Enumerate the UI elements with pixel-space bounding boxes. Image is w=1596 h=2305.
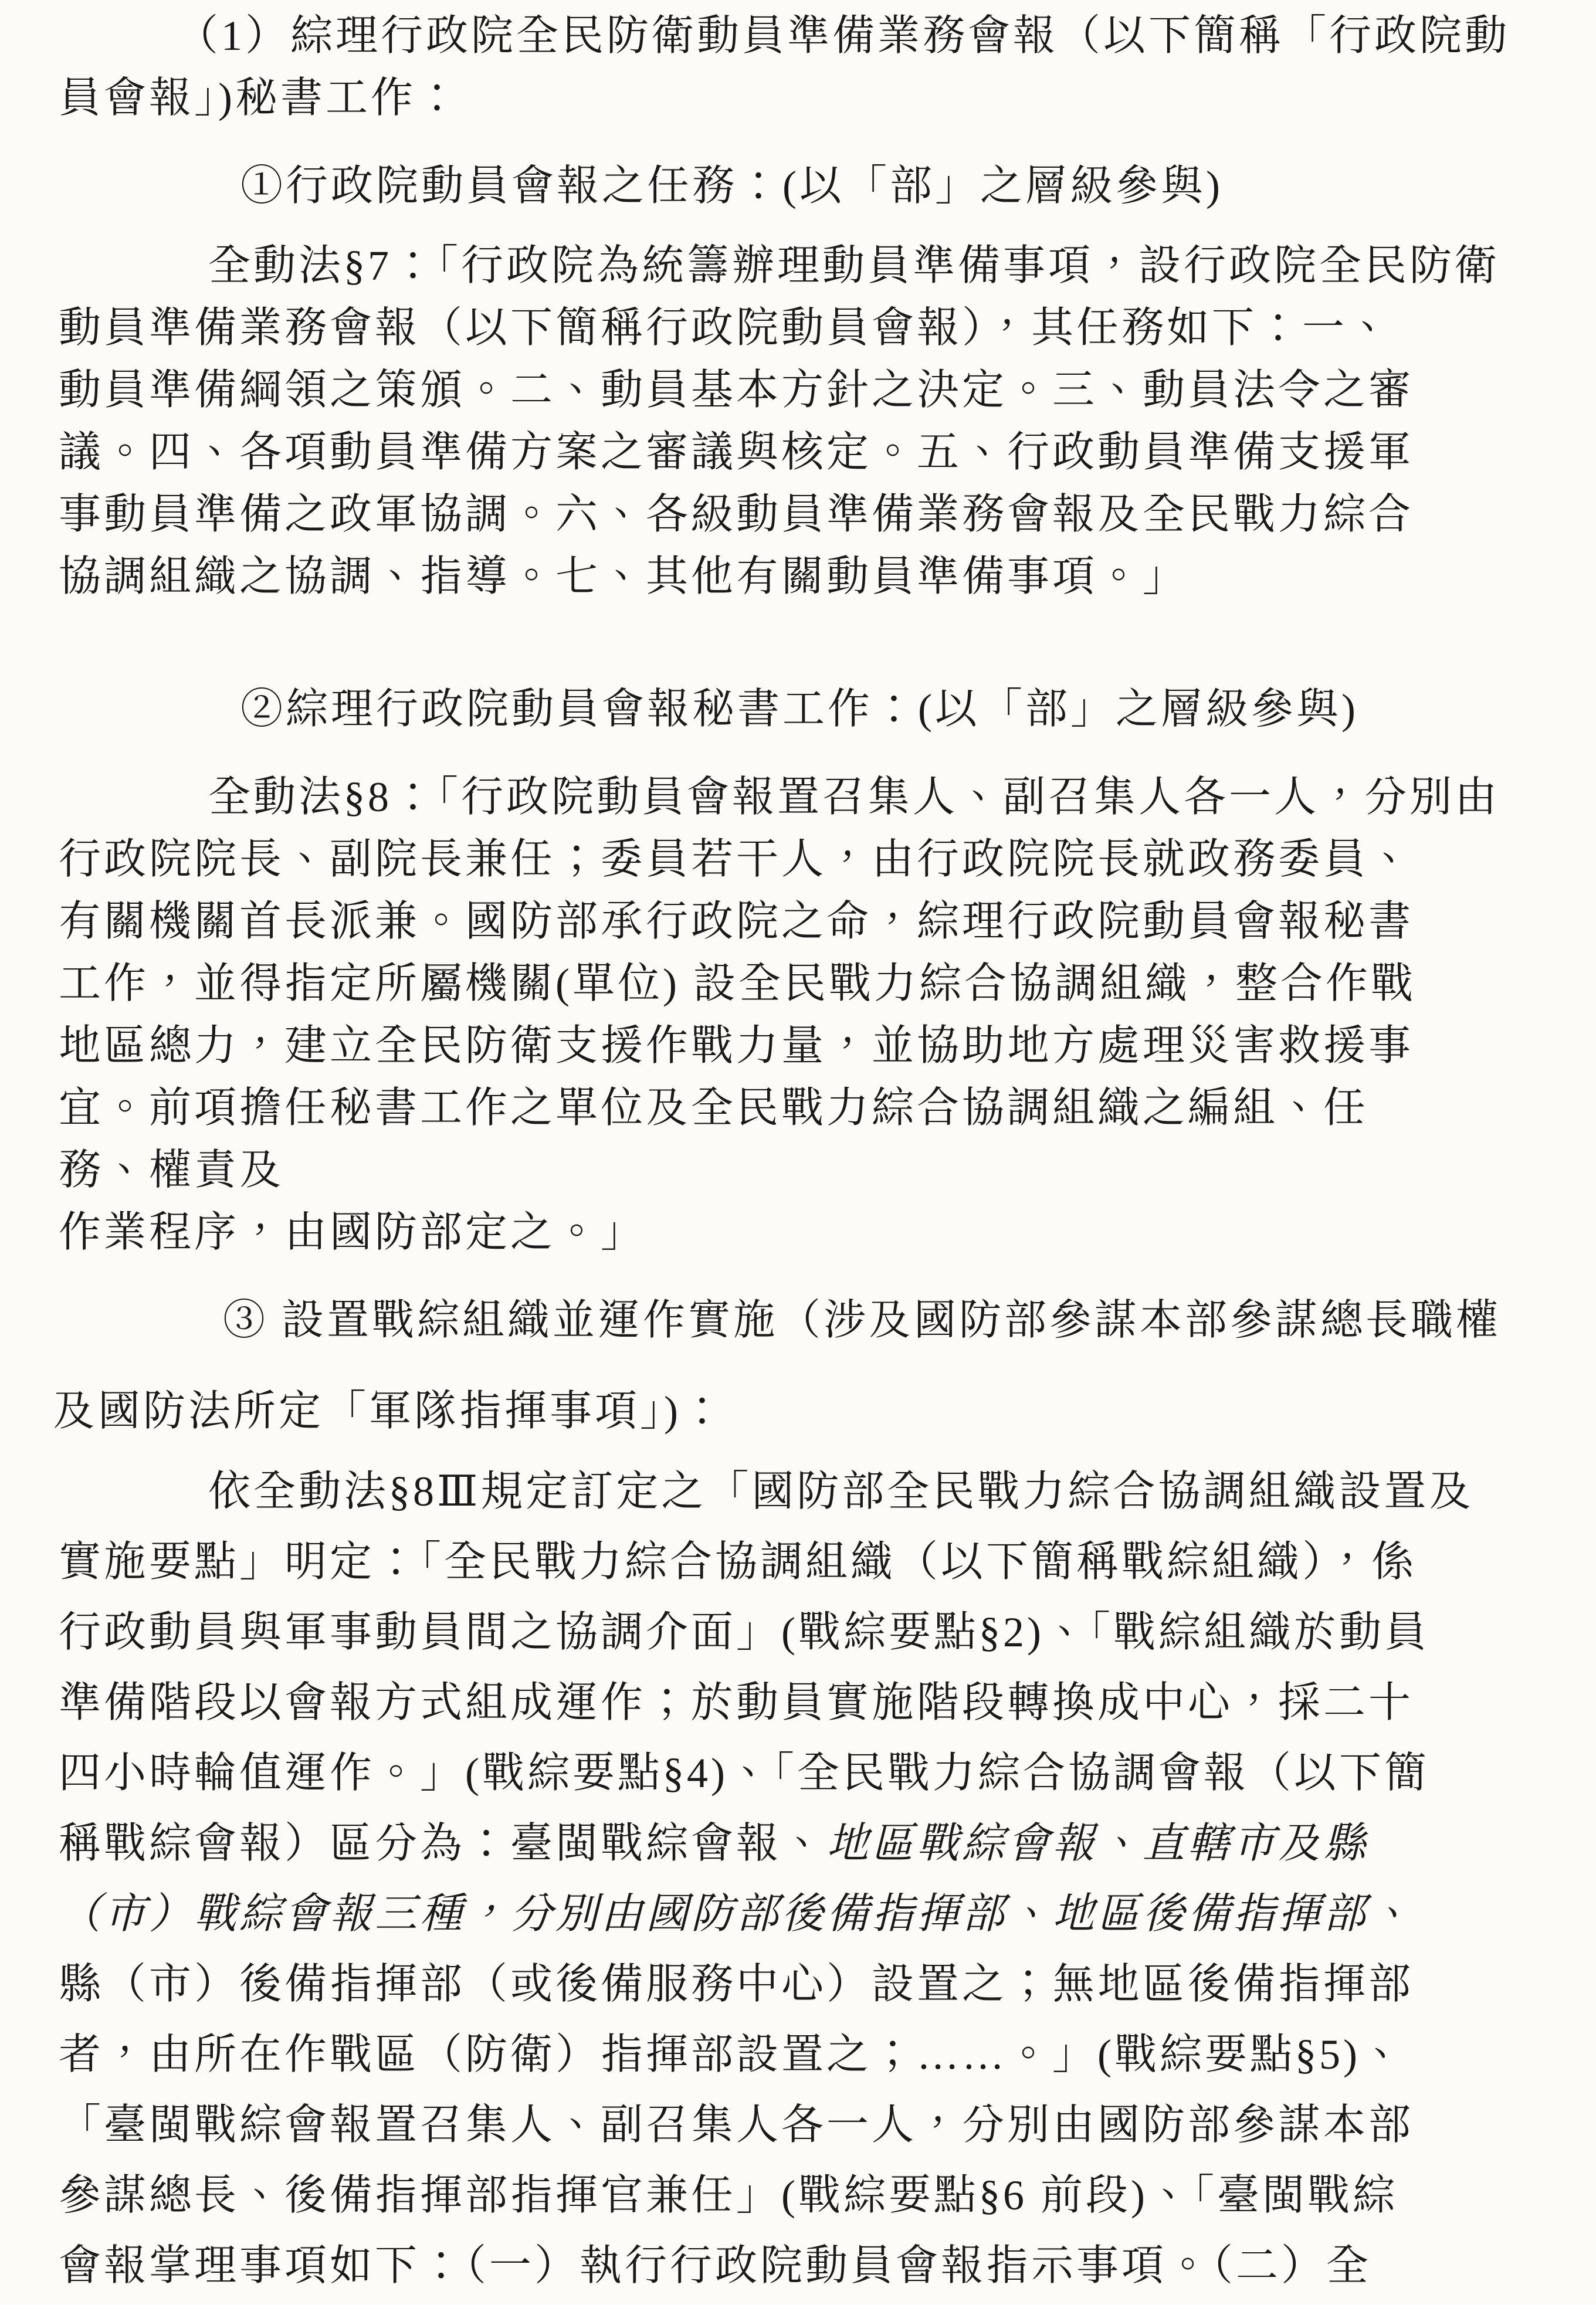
text-line [59, 2090, 1508, 2160]
text-run: ③ 設置戰綜組織並運作實施（涉及國防部參謀本部參謀總長職權 [223, 1297, 1502, 1344]
text-run: 縣（市）後備指揮部（或後備服務中心）設置之；無地區後備指揮部 [59, 1961, 1414, 2008]
text-line [59, 1667, 1508, 1738]
text-run: 行政院院長、副院長兼任；委員若干人，由行政院院長就政務委員、 [59, 836, 1414, 883]
text-line [59, 155, 1508, 217]
text-run: 務、權責及 [59, 1147, 285, 1194]
text-run: ②綜理行政院動員會報秘書工作：(以「部」之層級參與) [240, 686, 1358, 733]
text-run: 有關機關首長派兼。國防部承行政院之命，綜理行政院動員會報秘書 [59, 898, 1414, 945]
text-line [59, 1808, 1508, 1879]
emphasis-run: 地區戰綜會報、直轄市及縣 [826, 1820, 1369, 1867]
text-run: 工作，並得指定所屬機關(單位) 設全民戰力綜合協調組織，整合作戰 [59, 960, 1416, 1007]
paragraph-1-heading [59, 5, 1508, 129]
text-line [59, 1015, 1508, 1077]
paragraph-2-subheading-1 [59, 155, 1508, 217]
text-run: 者，由所在作戰區（防衛）指揮部設置之；……。」(戰綜要點§5)、 [59, 2031, 1405, 2078]
text-line [59, 5, 1508, 67]
text-run: 動員準備業務會報（以下簡稱行政院動員會報），其任務如下：一、 [59, 304, 1393, 351]
paragraph-8-implementation-points [59, 1456, 1508, 2301]
text-run: 參謀總長、後備指揮部指揮官兼任」(戰綜要點§6 前段)、「臺閩戰綜 [59, 2172, 1398, 2219]
text-line [59, 483, 1508, 545]
text-run: 事動員準備之政軍協調。六、各級動員準備業務會報及全民戰力綜合 [59, 491, 1414, 538]
paragraph-3-law-s7 [59, 235, 1508, 608]
text-line [59, 359, 1508, 421]
text-line [59, 890, 1508, 952]
text-line [59, 67, 1508, 129]
text-run: 動員準備綱領之策頒。二、動員基本方針之決定。三、動員法令之審 [59, 367, 1414, 413]
text-line [59, 678, 1508, 740]
text-run: 會報掌理事項如下：（一）執行行政院動員會報指示事項。（二）全 [59, 2242, 1372, 2289]
paragraph-6-subheading-3 [59, 1289, 1508, 1351]
text-line [59, 1597, 1508, 1667]
text-line [59, 1879, 1508, 1949]
text-line [59, 2019, 1508, 2090]
text-line [59, 952, 1508, 1015]
text-run: 作業程序，由國防部定之。」 [59, 1209, 646, 1256]
text-run: 全動法§7：「行政院為統籌辦理動員準備事項，設行政院全民防衛 [208, 242, 1500, 289]
paragraph-7-subheading-3-cont [53, 1380, 1508, 1442]
text-line [59, 421, 1508, 483]
text-run: 協調組織之協調、指導。七、其他有關動員準備事項。」 [59, 553, 1188, 600]
text-run: 稱戰綜會報）區分為：臺閩戰綜會報、 [59, 1820, 827, 1867]
text-line [59, 1527, 1508, 1597]
text-line [59, 2160, 1508, 2231]
text-run: 行政動員與軍事動員間之協調介面」(戰綜要點§2)、「戰綜組織於動員 [59, 1609, 1429, 1656]
text-run: 全動法§8：「行政院動員會報置召集人、副召集人各一人，分別由 [208, 774, 1500, 821]
text-run: 宜。前項擔任秘書工作之單位及全民戰力綜合協調組織之編組、任 [59, 1084, 1369, 1131]
emphasis-run: （市）戰綜會報三種，分別由國防部後備指揮部、地區後備指揮部、 [59, 1890, 1414, 1937]
text-line [53, 1380, 1508, 1442]
text-line [59, 828, 1508, 890]
text-run: 四小時輪值運作。」(戰綜要點§4)、「全民戰力綜合協調會報（以下簡 [59, 1750, 1429, 1796]
text-run: 及國防法所定「軍隊指揮事項」)： [53, 1388, 726, 1435]
text-line [59, 2231, 1508, 2301]
text-run: 員會報」)秘書工作： [59, 74, 461, 121]
text-line [59, 1139, 1508, 1201]
text-line [59, 1456, 1508, 1527]
text-run: 議。四、各項動員準備方案之審議與核定。五、行政動員準備支援軍 [59, 429, 1414, 476]
text-run: 地區總力，建立全民防衛支援作戰力量，並協助地方處理災害救援事 [59, 1022, 1414, 1069]
text-run: 實施要點」明定：「全民戰力綜合協調組織（以下簡稱戰綜組織），係 [59, 1538, 1417, 1585]
text-line [59, 1949, 1508, 2019]
paragraph-5-law-s8 [59, 766, 1508, 1263]
text-line [59, 235, 1508, 297]
text-line [59, 297, 1508, 359]
text-run: 「臺閩戰綜會報置召集人、副召集人各一人，分別由國防部參謀本部 [59, 2101, 1414, 2148]
text-run: 依全動法§8Ⅲ規定訂定之「國防部全民戰力綜合協調組織設置及 [208, 1468, 1475, 1515]
text-run: ①行政院動員會報之任務：(以「部」之層級參與) [240, 162, 1223, 209]
text-line [59, 766, 1508, 828]
text-run: 準備階段以會報方式組成運作；於動員實施階段轉換成中心，採二十 [59, 1679, 1414, 1726]
text-line [59, 1289, 1508, 1351]
text-line [59, 1077, 1508, 1139]
text-line [59, 545, 1508, 608]
text-line [59, 1201, 1508, 1263]
text-line [59, 1738, 1508, 1808]
paragraph-4-subheading-2 [59, 678, 1508, 740]
text-run: （1）綜理行政院全民防衛動員準備業務會報（以下簡稱「行政院動 [176, 12, 1510, 59]
